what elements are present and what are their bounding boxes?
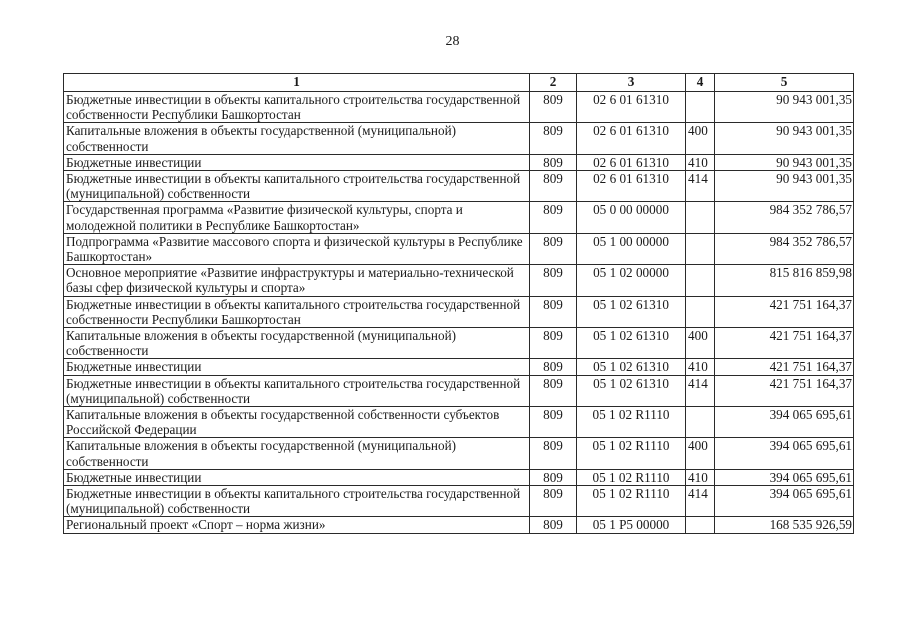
cell-name: Бюджетные инвестиции в объекты капитального строительства государственной (муниципальной) собственности — [64, 486, 530, 517]
cell-csr: 05 1 02 R1110 — [577, 469, 686, 485]
cell-csr: 05 1 02 R1110 — [577, 438, 686, 469]
cell-vr: 410 — [686, 469, 715, 485]
cell-grbs: 809 — [530, 171, 577, 202]
cell-sum: 90 943 001,35 — [715, 171, 854, 202]
table-row — [64, 469, 854, 485]
cell-grbs: 809 — [530, 123, 577, 154]
column-header-vr: 4 — [686, 74, 715, 92]
cell-vr: 410 — [686, 359, 715, 375]
cell-sum: 394 065 695,61 — [715, 469, 854, 485]
cell-name: Подпрограмма «Развитие массового спорта и физической культуры в Республике Башкортостан» — [64, 233, 530, 264]
cell-vr: 400 — [686, 328, 715, 359]
cell-sum: 421 751 164,37 — [715, 359, 854, 375]
table-row — [64, 407, 854, 438]
cell-vr — [686, 296, 715, 327]
table-row — [64, 92, 854, 123]
cell-csr: 02 6 01 61310 — [577, 123, 686, 154]
table-row — [64, 517, 854, 533]
cell-sum: 394 065 695,61 — [715, 486, 854, 517]
cell-csr: 05 0 00 00000 — [577, 202, 686, 233]
cell-csr: 05 1 02 R1110 — [577, 486, 686, 517]
cell-grbs: 809 — [530, 296, 577, 327]
table-row — [64, 233, 854, 264]
table-row — [64, 202, 854, 233]
cell-csr: 02 6 01 61310 — [577, 92, 686, 123]
cell-sum: 394 065 695,61 — [715, 438, 854, 469]
cell-name: Основное мероприятие «Развитие инфраструктуры и материально-технической базы сфер физической культуры и спорта» — [64, 265, 530, 296]
cell-grbs: 809 — [530, 265, 577, 296]
cell-sum: 815 816 859,98 — [715, 265, 854, 296]
cell-vr: 410 — [686, 154, 715, 170]
table-row — [64, 438, 854, 469]
cell-sum: 90 943 001,35 — [715, 123, 854, 154]
cell-vr — [686, 265, 715, 296]
table-row — [64, 328, 854, 359]
cell-name: Бюджетные инвестиции — [64, 154, 530, 170]
cell-sum: 421 751 164,37 — [715, 328, 854, 359]
column-header-csr: 3 — [577, 74, 686, 92]
column-header-sum: 5 — [715, 74, 854, 92]
cell-sum: 168 535 926,59 — [715, 517, 854, 533]
cell-sum: 394 065 695,61 — [715, 407, 854, 438]
cell-grbs: 809 — [530, 438, 577, 469]
cell-grbs: 809 — [530, 407, 577, 438]
cell-csr: 05 1 02 61310 — [577, 328, 686, 359]
cell-grbs: 809 — [530, 92, 577, 123]
cell-name: Бюджетные инвестиции — [64, 469, 530, 485]
cell-csr: 05 1 02 61310 — [577, 359, 686, 375]
cell-grbs: 809 — [530, 469, 577, 485]
table-row — [64, 359, 854, 375]
cell-csr: 05 1 P5 00000 — [577, 517, 686, 533]
cell-sum: 984 352 786,57 — [715, 202, 854, 233]
cell-vr: 400 — [686, 438, 715, 469]
cell-grbs: 809 — [530, 359, 577, 375]
table-row — [64, 375, 854, 406]
page-number: 28 — [445, 34, 460, 49]
cell-csr: 05 1 00 00000 — [577, 233, 686, 264]
cell-grbs: 809 — [530, 233, 577, 264]
cell-name: Бюджетные инвестиции в объекты капитального строительства государственной (муниципальной) собственности — [64, 171, 530, 202]
cell-csr: 02 6 01 61310 — [577, 171, 686, 202]
cell-grbs: 809 — [530, 517, 577, 533]
cell-name: Региональный проект «Спорт – норма жизни» — [64, 517, 530, 533]
cell-vr — [686, 233, 715, 264]
table-row — [64, 486, 854, 517]
cell-name: Бюджетные инвестиции в объекты капитального строительства государственной собственности Республики Башкортостан — [64, 296, 530, 327]
cell-name: Бюджетные инвестиции — [64, 359, 530, 375]
cell-grbs: 809 — [530, 202, 577, 233]
cell-sum: 421 751 164,37 — [715, 296, 854, 327]
cell-vr: 400 — [686, 123, 715, 154]
cell-vr — [686, 517, 715, 533]
table-row — [64, 154, 854, 170]
cell-sum: 90 943 001,35 — [715, 92, 854, 123]
cell-name: Капитальные вложения в объекты государственной (муниципальной) собственности — [64, 123, 530, 154]
cell-vr: 414 — [686, 375, 715, 406]
cell-sum: 90 943 001,35 — [715, 154, 854, 170]
table-header-row — [64, 74, 854, 92]
cell-csr: 05 1 02 61310 — [577, 375, 686, 406]
cell-csr: 05 1 02 61310 — [577, 296, 686, 327]
budget-table — [63, 73, 854, 534]
table-row — [64, 123, 854, 154]
table-body — [64, 92, 854, 534]
cell-sum: 421 751 164,37 — [715, 375, 854, 406]
table-row — [64, 296, 854, 327]
table-row — [64, 265, 854, 296]
column-header-grbs: 2 — [530, 74, 577, 92]
cell-vr — [686, 202, 715, 233]
cell-name: Государственная программа «Развитие физической культуры, спорта и молодежной политики в Республике Башкортостан» — [64, 202, 530, 233]
column-header-name: 1 — [64, 74, 530, 92]
cell-csr: 02 6 01 61310 — [577, 154, 686, 170]
cell-grbs: 809 — [530, 154, 577, 170]
cell-grbs: 809 — [530, 328, 577, 359]
cell-name: Бюджетные инвестиции в объекты капитального строительства государственной (муниципальной) собственности — [64, 375, 530, 406]
cell-name: Капитальные вложения в объекты государственной собственности субъектов Российской Федерации — [64, 407, 530, 438]
cell-name: Капитальные вложения в объекты государственной (муниципальной) собственности — [64, 328, 530, 359]
cell-sum: 984 352 786,57 — [715, 233, 854, 264]
cell-csr: 05 1 02 R1110 — [577, 407, 686, 438]
cell-vr — [686, 92, 715, 123]
cell-csr: 05 1 02 00000 — [577, 265, 686, 296]
cell-grbs: 809 — [530, 486, 577, 517]
table-row — [64, 171, 854, 202]
cell-vr: 414 — [686, 171, 715, 202]
cell-grbs: 809 — [530, 375, 577, 406]
cell-name: Бюджетные инвестиции в объекты капитального строительства государственной собственности Республики Башкортостан — [64, 92, 530, 123]
cell-vr — [686, 407, 715, 438]
cell-vr: 414 — [686, 486, 715, 517]
cell-name: Капитальные вложения в объекты государственной (муниципальной) собственности — [64, 438, 530, 469]
